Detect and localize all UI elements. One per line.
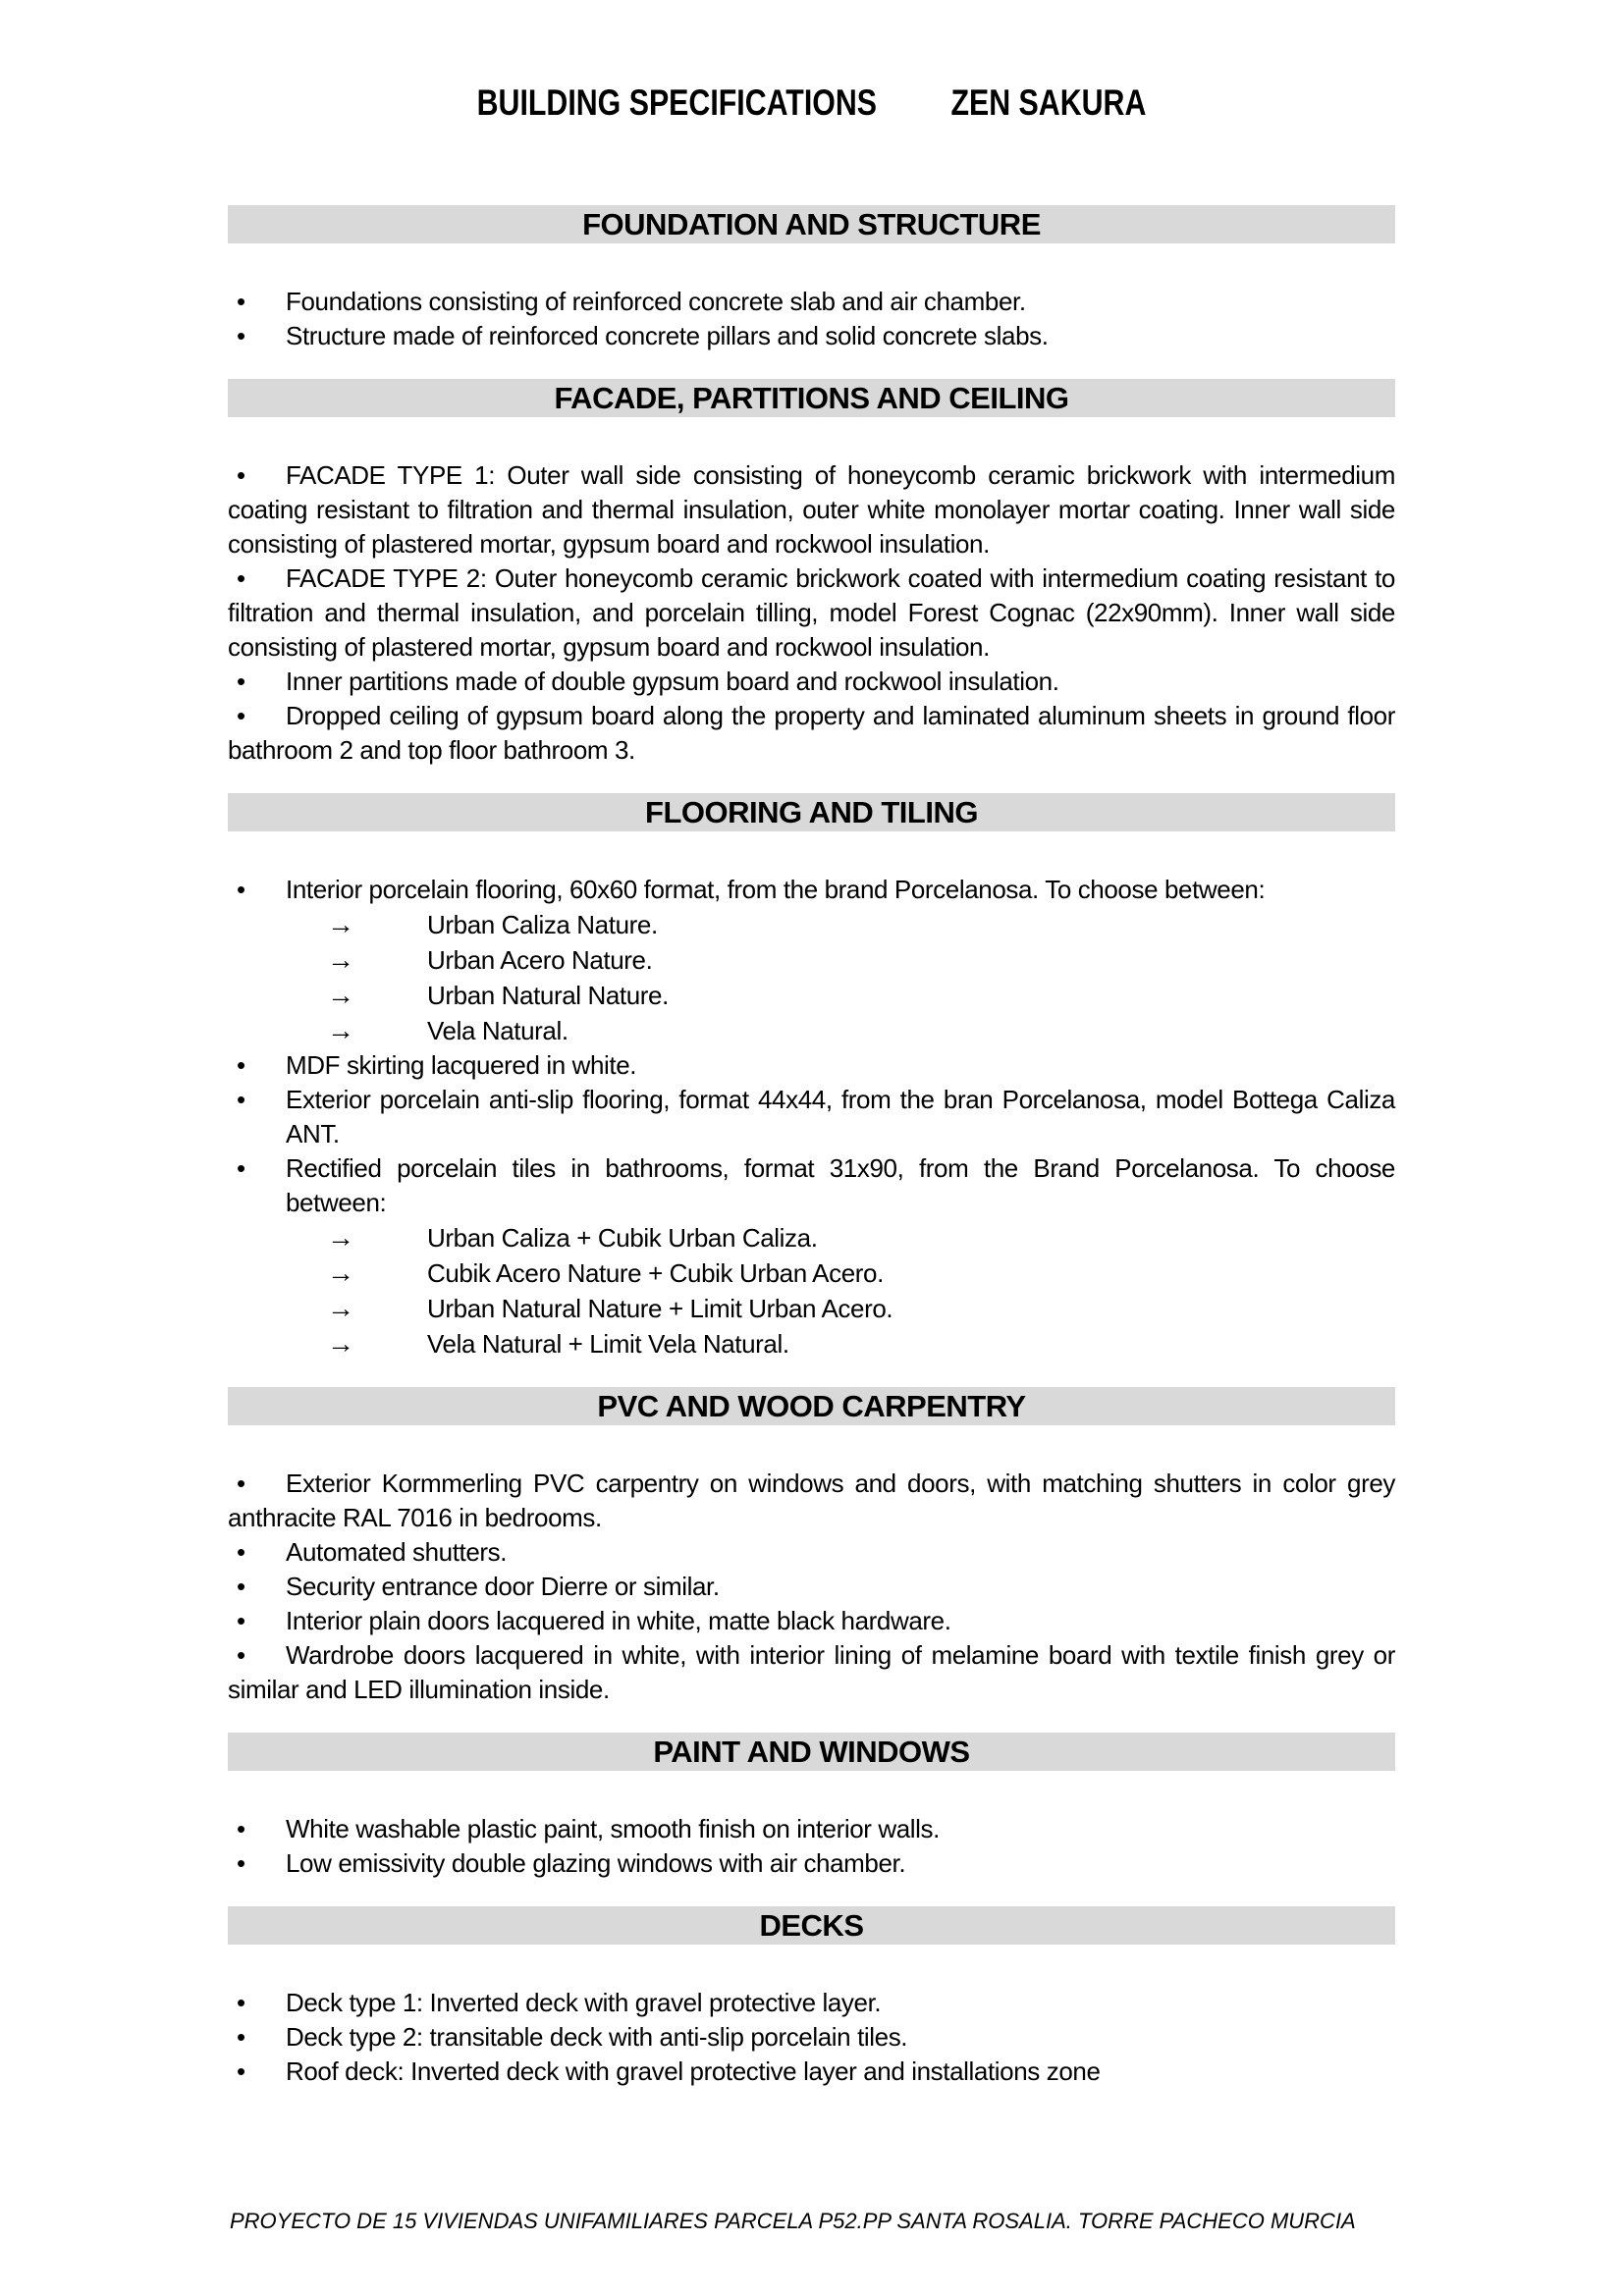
list-item: [228, 1570, 1395, 1604]
list-item: [228, 1083, 1395, 1151]
list-item: [228, 1467, 1395, 1535]
bullet-icon: •: [237, 321, 246, 350]
section: [228, 1733, 1395, 1881]
bullet-icon: •: [237, 2022, 246, 2052]
bullet-icon: •: [237, 287, 246, 316]
bullet-icon: •: [237, 875, 246, 904]
list-item: [228, 873, 1395, 907]
sub-list-item: [228, 1255, 1395, 1291]
list-item: [228, 665, 1395, 699]
arrow-icon: →: [327, 980, 354, 1010]
footer-text: PROYECTO DE 15 VIVIENDAS UNIFAMILIARES PARCELA P52.PP SANTA ROSALIA. TORRE PACHECO MURCIA: [230, 2209, 1356, 2233]
list-item-text: Rectified porcelain tiles in bathrooms, format 31x90, from the Brand Porcelanosa. To choose between:: [286, 1153, 1395, 1217]
list-item-text: Roof deck: Inverted deck with gravel protective layer and installations zone: [286, 2056, 1101, 2086]
section-items: [228, 873, 1395, 1362]
sub-list-item: [228, 978, 1395, 1013]
section-items: [228, 285, 1395, 353]
list-item: [228, 2055, 1395, 2089]
list-item: [228, 1048, 1395, 1083]
arrow-icon: →: [327, 1015, 354, 1045]
bullet-icon: •: [237, 667, 246, 696]
list-item: [228, 285, 1395, 319]
section-items: [228, 1467, 1395, 1707]
list-item-text: Interior porcelain flooring, 60x60 format, from the brand Porcelanosa. To choose between:: [286, 875, 1266, 904]
arrow-icon: →: [327, 1293, 354, 1323]
bullet-icon: •: [237, 1606, 246, 1635]
sub-list-item-text: Vela Natural + Limit Vela Natural.: [427, 1329, 789, 1359]
section: [228, 1906, 1395, 2089]
list-item-text: FACADE TYPE 2: Outer honeycomb ceramic brickwork coated with intermedium coating resistant to filtration and thermal insulation, and porcelain tilling, model Forest Cognac (22x90mm). Inner wall side consisting of plastered mortar, gypsum board and rockwool insulation.: [228, 563, 1395, 662]
list-item-text: Deck type 1: Inverted deck with gravel protective layer.: [286, 1988, 882, 2017]
sub-list-item-text: Cubik Acero Nature + Cubik Urban Acero.: [427, 1258, 884, 1288]
bullet-icon: •: [237, 460, 246, 490]
list-item-text: Automated shutters.: [286, 1537, 508, 1567]
list-item-text: Exterior porcelain anti-slip flooring, format 44x44, from the bran Porcelanosa, model Bottega Caliza ANT.: [286, 1085, 1395, 1148]
list-item: [228, 2020, 1395, 2055]
list-item: [228, 1812, 1395, 1846]
list-item-text: Wardrobe doors lacquered in white, with interior lining of melamine board with textile finish grey or similar and LED illumination inside.: [228, 1640, 1395, 1704]
sub-list-item-text: Vela Natural.: [427, 1016, 568, 1045]
list-item-text: Dropped ceiling of gypsum board along the property and laminated aluminum sheets in ground floor bathroom 2 and top floor bathroom 3.: [228, 701, 1395, 765]
list-item-text: Deck type 2: transitable deck with anti-slip porcelain tiles.: [286, 2022, 908, 2052]
list-item-text: FACADE TYPE 1: Outer wall side consisting of honeycomb ceramic brickwork with intermedium coating resistant to filtration and thermal insulation, outer white monolayer mortar coating. Inner wall side consisting of plastered mortar, gypsum board and rockwool insulation.: [228, 460, 1395, 559]
page-title-left: BUILDING SPECIFICATIONS: [476, 82, 878, 123]
list-item: [228, 319, 1395, 353]
list-item: [228, 1151, 1395, 1220]
sub-list-item: [228, 1220, 1395, 1255]
section-items: [228, 458, 1395, 768]
sub-list-item-text: Urban Caliza + Cubik Urban Caliza.: [427, 1223, 818, 1253]
list-item: [228, 699, 1395, 768]
bullet-icon: •: [237, 1468, 246, 1498]
section-heading: PAINT AND WINDOWS: [228, 1733, 1395, 1771]
list-item-text: Inner partitions made of double gypsum board and rockwool insulation.: [286, 667, 1059, 696]
list-item-text: Low emissivity double glazing windows with air chamber.: [286, 1848, 906, 1878]
list-item: [228, 561, 1395, 665]
bullet-icon: •: [237, 1848, 246, 1878]
list-item-text: Foundations consisting of reinforced concrete slab and air chamber.: [286, 287, 1026, 316]
list-item: [228, 1986, 1395, 2020]
bullet-icon: •: [237, 563, 246, 593]
sub-list-item-text: Urban Acero Nature.: [427, 945, 653, 975]
bullet-icon: •: [237, 1537, 246, 1567]
sub-list-item-text: Urban Caliza Nature.: [427, 910, 658, 939]
section-heading: FLOORING AND TILING: [228, 793, 1395, 831]
sections: [228, 205, 1395, 2089]
section: [228, 205, 1395, 353]
section-heading: DECKS: [228, 1906, 1395, 1945]
list-item: [228, 458, 1395, 561]
arrow-icon: →: [327, 1257, 354, 1288]
list-item: [228, 1846, 1395, 1881]
list-item-text: Security entrance door Dierre or similar.: [286, 1572, 720, 1601]
arrow-icon: →: [327, 1222, 354, 1253]
sub-list-item: [228, 907, 1395, 942]
bullet-icon: •: [237, 1572, 246, 1601]
sub-list-item-text: Urban Natural Nature.: [427, 981, 669, 1010]
sub-list-item: [228, 1013, 1395, 1048]
sub-list-item-text: Urban Natural Nature + Limit Urban Acero.: [427, 1294, 893, 1323]
arrow-icon: →: [327, 909, 354, 939]
list-item-text: Exterior Kormmerling PVC carpentry on windows and doors, with matching shutters in color grey anthracite RAL 7016 in bedrooms.: [228, 1468, 1395, 1532]
section-heading: FOUNDATION AND STRUCTURE: [228, 205, 1395, 243]
sub-list-item: [228, 1291, 1395, 1326]
bullet-icon: •: [237, 1085, 246, 1114]
list-item: [228, 1638, 1395, 1707]
list-item: [228, 1535, 1395, 1570]
arrow-icon: →: [327, 1328, 354, 1359]
section: [228, 793, 1395, 1362]
sub-list-item: [228, 942, 1395, 978]
page-title-right: ZEN SAKURA: [950, 82, 1147, 123]
arrow-icon: →: [327, 944, 354, 975]
section: [228, 379, 1395, 768]
list-item-text: MDF skirting lacquered in white.: [286, 1050, 637, 1080]
bullet-icon: •: [237, 1050, 246, 1080]
bullet-icon: •: [237, 701, 246, 730]
bullet-icon: •: [237, 1988, 246, 2017]
list-item: [228, 1604, 1395, 1638]
bullet-icon: •: [237, 2056, 246, 2086]
bullet-icon: •: [237, 1153, 246, 1183]
sub-list-item: [228, 1326, 1395, 1362]
section-items: [228, 1986, 1395, 2089]
section-heading: FACADE, PARTITIONS AND CEILING: [228, 379, 1395, 417]
section-items: [228, 1812, 1395, 1881]
section: [228, 1387, 1395, 1707]
bullet-icon: •: [237, 1640, 246, 1670]
bullet-icon: •: [237, 1814, 246, 1843]
section-heading: PVC AND WOOD CARPENTRY: [228, 1387, 1395, 1425]
list-item-text: Interior plain doors lacquered in white, matte black hardware.: [286, 1606, 951, 1635]
page-title: [333, 0, 1290, 126]
list-item-text: Structure made of reinforced concrete pillars and solid concrete slabs.: [286, 321, 1049, 350]
list-item-text: White washable plastic paint, smooth finish on interior walls.: [286, 1814, 940, 1843]
